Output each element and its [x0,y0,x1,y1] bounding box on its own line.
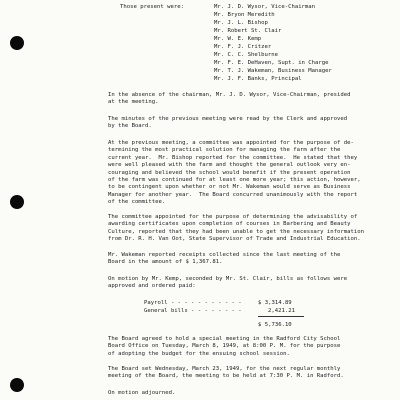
paragraph-special-meeting: The Board agreed to hold a special meeting in the Radford City School Board Office on Tuesday, March 8, 1949, at 8:00 P. M. for the purpose of adopting the budget for the ensuing school session. [108,336,341,357]
bill-general-label: General bills - - - - - - - - [144,308,242,314]
paragraph-presiding: In the absence of the chairman, Mr. J. D. Wysor, Vice-Chairman, presided at the meeting. [108,92,351,106]
bill-payroll-label: Payroll - - - - - - - - - - - [144,300,242,306]
present-label: Those present were: [120,4,184,10]
attendee-name: Mr. W. E. Kemp [214,36,262,42]
attendee-name: Mr. J. L. Bishop [214,20,268,26]
attendee-name: Mr. Robert St. Clair [214,28,282,34]
punch-hole [10,195,24,209]
paragraph-adjourned: On motion adjourned. [108,390,176,396]
paragraph-next-meeting: The Board set Wednesday, March 23, 1949, for the next regular monthly meeting of the Board, the meeting to be held at 7:30 P. M. in Radford. [108,366,344,380]
paragraph-farm-committee: At the previous meeting, a committee was appointed for the purpose of de- termining the most practical solution for managing the farm after the current year. Mr. Bishop reported for the committee. He stated that they were well pleased with the farm and thought the general outlook very en- couraging and believed the school would benefit if the present operation of the farm was continued for at least one more year; this action, however, to be contingent upon whether or not Mr. Wakeman would serve as Business Manager for another year. The Board concurred unanimously with the report of the committee. [108,140,361,206]
attendee-name: Mr. F. E. DeHaven, Supt. in Charge [214,60,329,66]
punch-hole [10,36,24,50]
paragraph-certificates: The committee appointed for the purpose of determining the advisability of awarding certificates upon completion of courses in Barbering and Beauty Culture, reported that they had been unable to get the necessary information from Dr. R. H. Van Oot, State Supervisor of Trade and Industrial Education. [108,214,364,243]
attendee-name: Mr. T. J. Wakeman, Business Manager [214,68,332,74]
punch-hole [10,378,24,392]
bill-payroll-amount: $ 3,314.89 [258,300,292,306]
attendee-name: Mr. J. F. Banks, Principal [214,76,302,82]
paragraph-receipts: Mr. Wakeman reported receipts collected since the last meeting of the Board in the amount of $ 1,367.81. [108,252,341,266]
paragraph-minutes: The minutes of the previous meeting were read by the Clerk and approved by the Board. [108,116,348,130]
paragraph-bills-motion: On motion by Mr. Kemp, seconded by Mr. St. Clair, bills as follows were approved and ordered paid: [108,276,348,290]
attendee-name: Mr. Bryon Meredith [214,12,275,18]
bill-general-amount: 2,421.21 [268,308,295,314]
bills-total: $ 5,736.10 [258,322,292,328]
total-rule [258,316,304,317]
attendee-name: Mr. C. C. Shelburne [214,52,278,58]
attendee-name: Mr. F. J. Critzer [214,44,272,50]
attendee-name: Mr. J. D. Wysor, Vice-Chairman [214,4,316,10]
